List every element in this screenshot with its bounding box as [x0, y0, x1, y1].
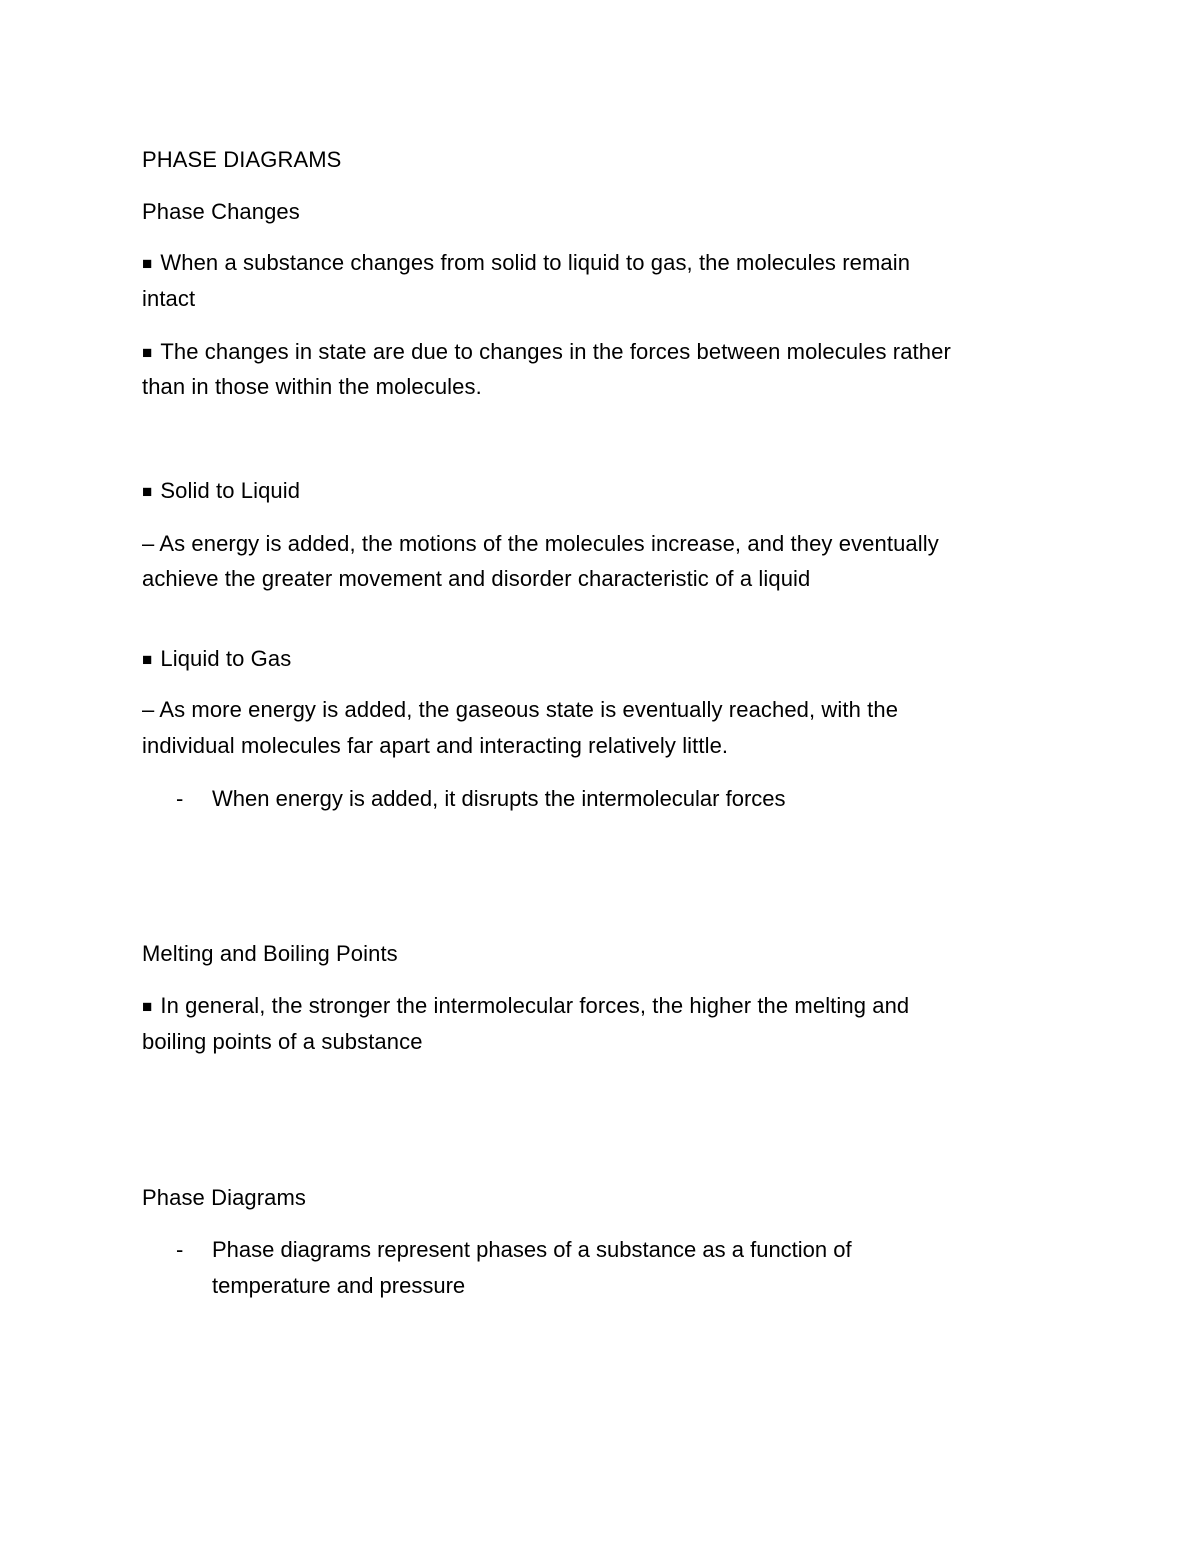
bullet-heading-liquid-to-gas: ■ Liquid to Gas	[142, 641, 291, 679]
bullet-paragraph-line: ■ When a substance changes from solid to liquid to gas, the molecules remain	[142, 245, 910, 283]
bullet-paragraph-line: ■ In general, the stronger the intermolecular forces, the higher the melting and	[142, 988, 909, 1026]
bullet-paragraph-line: ■ The changes in state are due to changes in the forces between molecules rather	[142, 334, 951, 372]
section-heading-phase-diagrams: Phase Diagrams	[142, 1185, 307, 1210]
section-heading-melting-boiling: Melting and Boiling Points	[142, 941, 398, 966]
paragraph-continuation: individual molecules far apart and interacting relatively little.	[142, 733, 729, 758]
paragraph-continuation: than in those within the molecules.	[142, 374, 482, 399]
document-title: PHASE DIAGRAMS	[142, 147, 342, 172]
dash-list-text: Phase diagrams represent phases of a substance as a function of	[212, 1237, 852, 1262]
paragraph-continuation: intact	[142, 286, 196, 311]
section-heading-phase-changes: Phase Changes	[142, 199, 300, 224]
paragraph-line: – As more energy is added, the gaseous state is eventually reached, with the	[142, 697, 899, 722]
dash-list-item	[142, 781, 1042, 817]
paragraph-line: – As energy is added, the motions of the molecules increase, and they eventually	[142, 531, 939, 556]
bullet-heading-solid-to-liquid: ■ Solid to Liquid	[142, 473, 300, 511]
paragraph-continuation: boiling points of a substance	[142, 1029, 423, 1054]
dash-marker: -	[176, 1237, 184, 1262]
dash-marker: -	[176, 786, 184, 811]
paragraph-continuation: achieve the greater movement and disorder characteristic of a liquid	[142, 566, 811, 591]
dash-list-item	[142, 1232, 1042, 1304]
dash-list-text-continuation: temperature and pressure	[212, 1273, 466, 1298]
dash-list-text: When energy is added, it disrupts the intermolecular forces	[212, 786, 786, 811]
